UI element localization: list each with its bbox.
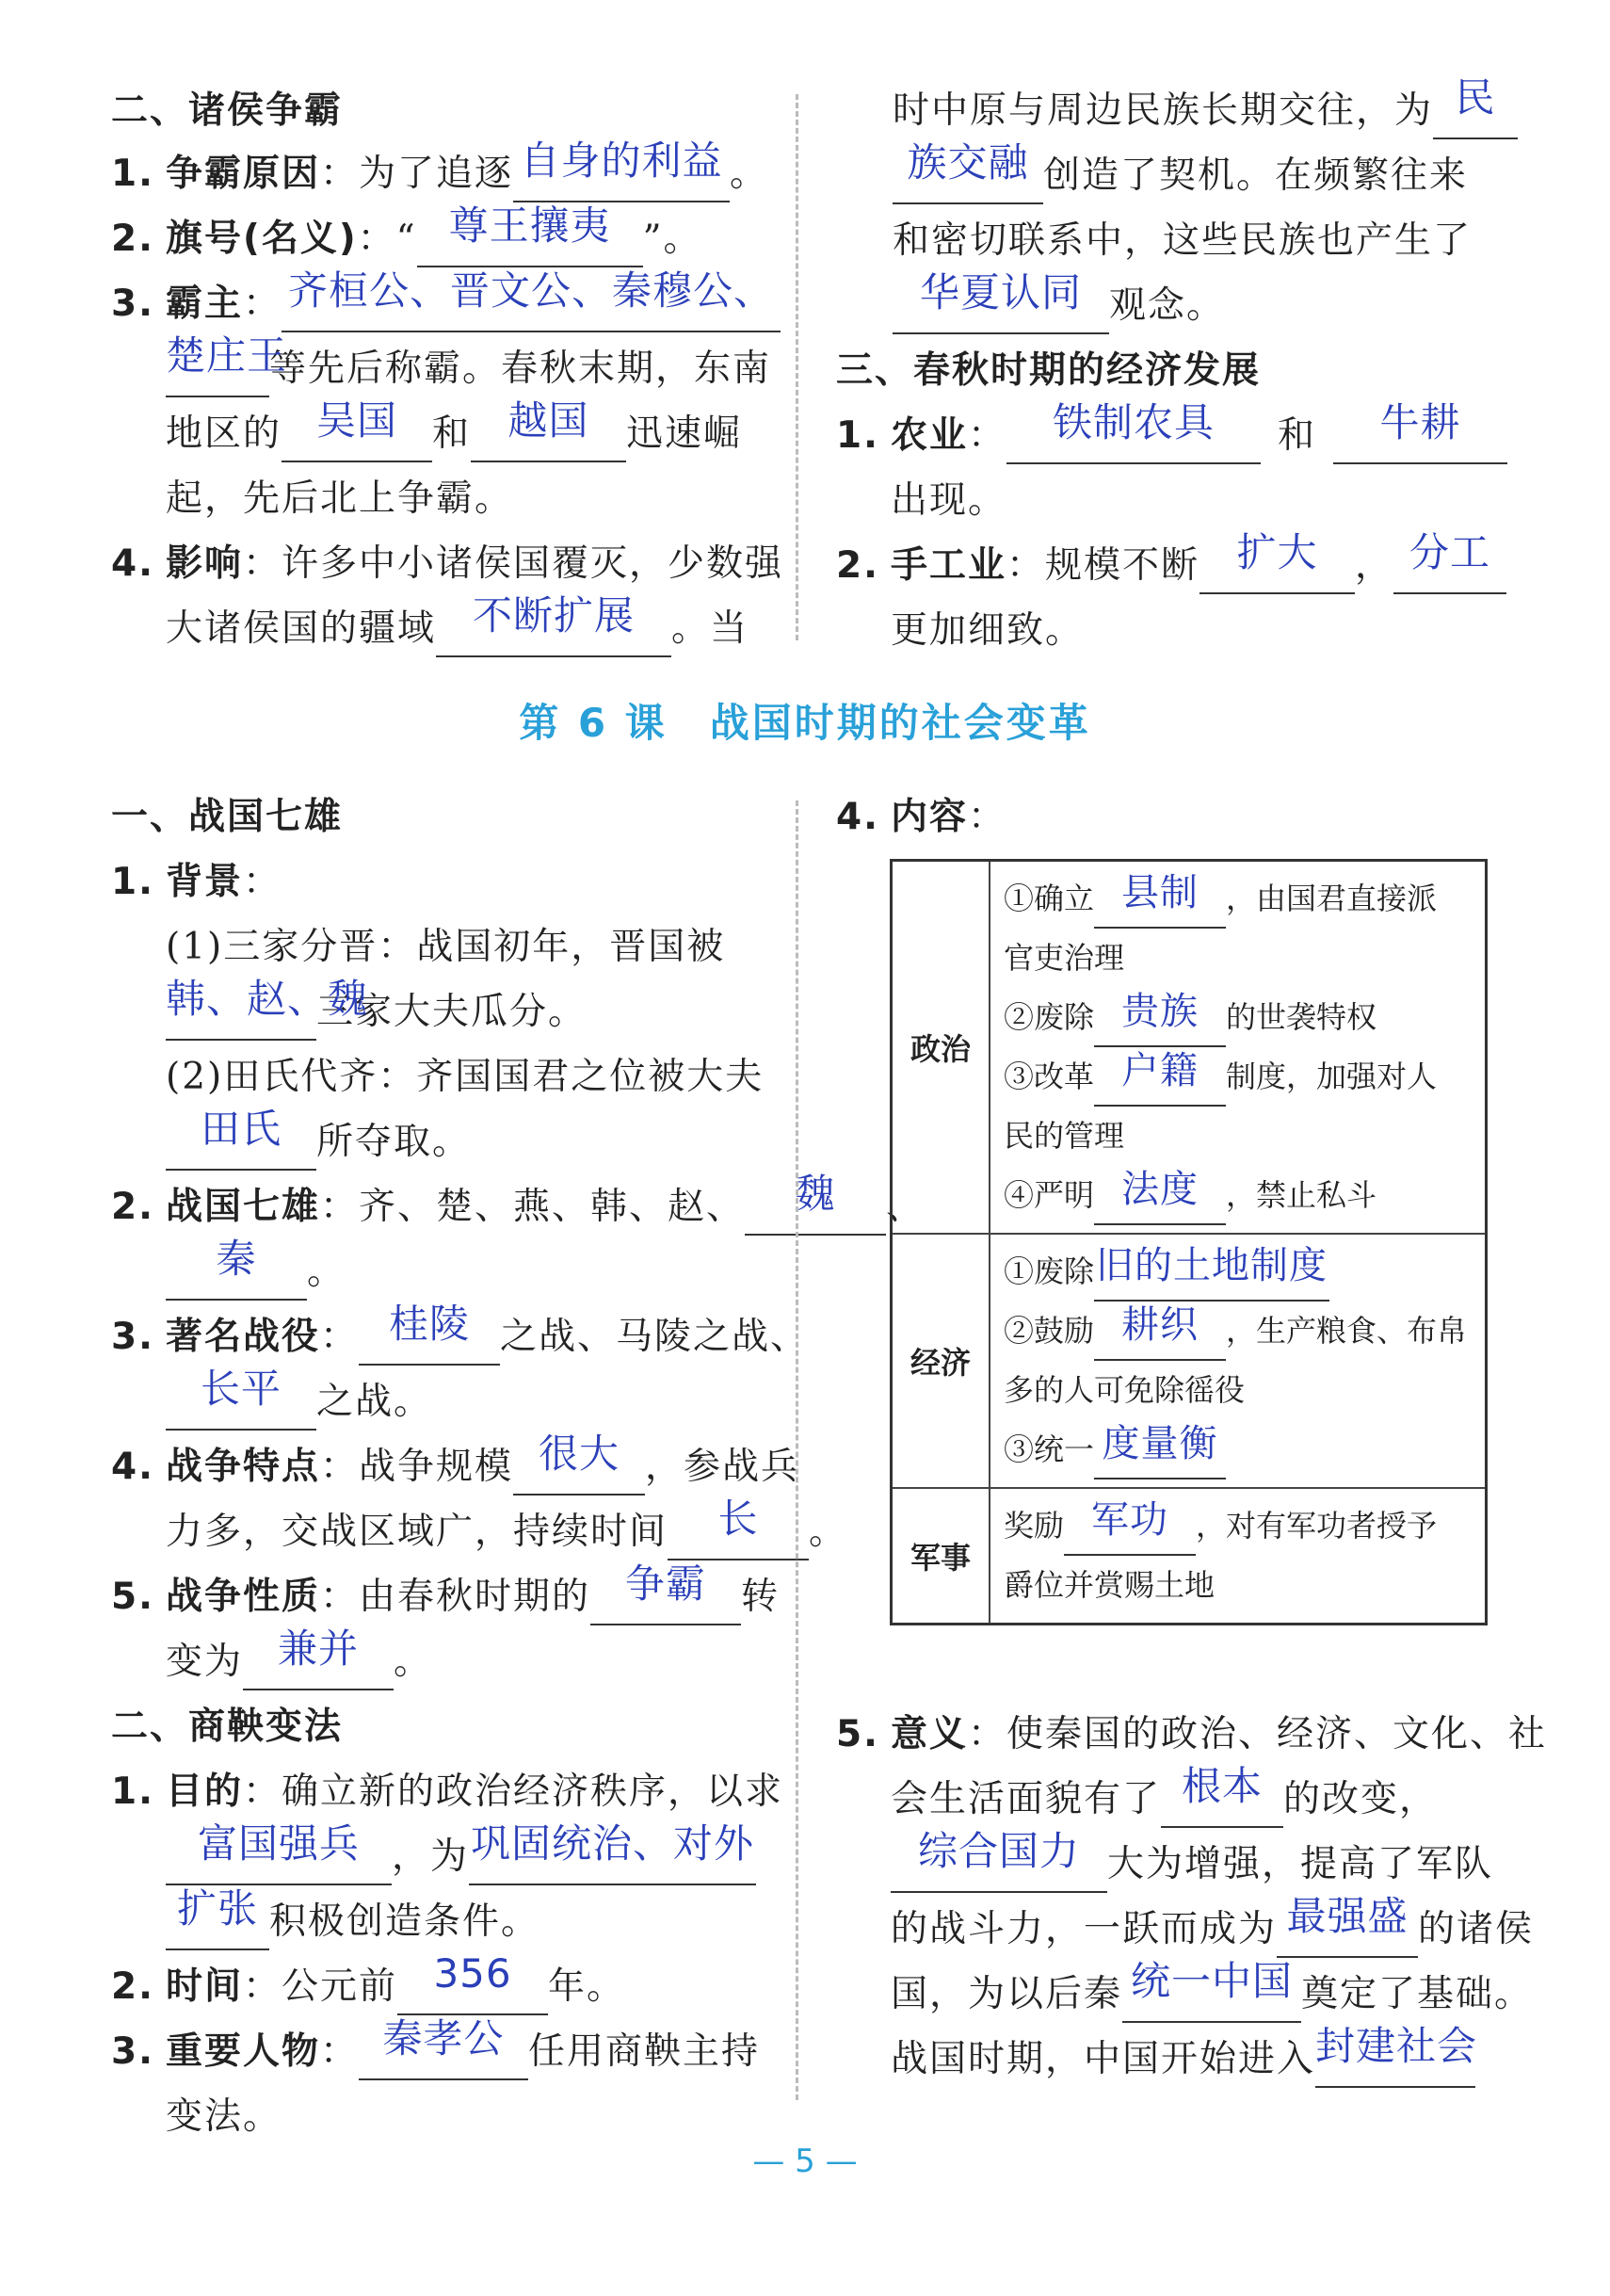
- item-feature-cont: 力多，交战区域广，持续时间 长 。: [166, 1504, 847, 1560]
- item-2: 2. 旗号(名义)：“ 尊王攘夷 ”。: [111, 211, 702, 267]
- item-aim-cont2: 扩张 积极创造条件。: [166, 1894, 539, 1950]
- category-economy: 经济: [892, 1234, 990, 1488]
- item-nature-cont: 变为 兼并 。: [166, 1634, 432, 1690]
- item-agri: 1. 农业： 铁制农具 和 牛耕: [836, 408, 1507, 464]
- item-bg-1: (1)三家分晋：战国初年，晋国被: [166, 926, 726, 968]
- item-3: 3. 霸主： 齐桓公、晋文公、秦穆公、: [111, 276, 781, 332]
- item-bg-2-cont: 田氏 所夺取。: [166, 1114, 471, 1171]
- item-3-cont2: 地区的 吴国 和 越国 迅速崛: [166, 406, 742, 462]
- right-cont-4: 华夏认同 观念。: [893, 278, 1225, 334]
- item-bg: 1. 背景：: [111, 861, 282, 903]
- section-title-shangyang: 二、商鞅变法: [111, 1706, 344, 1748]
- item-significance: 5. 意义：使秦国的政治、经济、文化、社: [836, 1713, 1548, 1755]
- item-significance-cont5: 战国时期，中国开始进入封建社会: [891, 2031, 1475, 2088]
- column-divider: [796, 94, 798, 640]
- page-number: — 5 —: [752, 2142, 858, 2180]
- item-significance-cont2: 综合国力 大为增强，提高了军队: [891, 1836, 1493, 1893]
- item-battle-cont: 长平 之战。: [166, 1374, 432, 1431]
- category-politics: 政治: [892, 861, 990, 1235]
- table-row-economy: [892, 1234, 1487, 1488]
- item-craft: 2. 手工业：规模不断 扩大 ， 分工: [836, 538, 1506, 594]
- item-craft-cont: 更加细致。: [891, 609, 1085, 652]
- item-feature: 4. 战争特点：战争规模 很大 ，参战兵: [111, 1439, 799, 1496]
- item-seven: 2. 战国七雄：齐、楚、燕、韩、赵、 魏 、: [111, 1179, 925, 1236]
- item-person-cont: 变法。: [166, 2095, 282, 2138]
- item-significance-cont: 会生活面貌有了 根本 的改变，: [891, 1771, 1438, 1828]
- answer-blank: 楚庄王: [166, 347, 269, 397]
- right-cont-1: 时中原与周边民族长期交往，为 民: [893, 83, 1518, 139]
- item-time: 2. 时间：公元前 356 年。: [111, 1959, 625, 2015]
- item-1: 1. 争霸原因：为了追逐 自身的利益 。: [111, 146, 768, 202]
- answer-blank: 尊王攘夷: [417, 217, 643, 267]
- section-title-zhuhou: 二、诸侯争霸: [111, 89, 344, 132]
- table-row-military: [892, 1488, 1487, 1625]
- item-person: 3. 重要人物： 秦孝公 任用商鞅主持: [111, 2024, 760, 2080]
- item-nature: 5. 战争性质：由春秋时期的 争霸 转: [111, 1569, 780, 1625]
- item-4-cont: 大诸侯国的疆域 不断扩展 。当: [166, 601, 749, 657]
- item-seven-cont: 秦 。: [166, 1244, 346, 1301]
- item-significance-cont3: 的战斗力，一跃而成为 最强盛 的诸侯: [891, 1901, 1534, 1958]
- item-aim: 1. 目的：确立新的政治经济秩序，以求: [111, 1771, 784, 1813]
- column-divider-bottom: [796, 800, 798, 2100]
- item-4: 4. 影响：许多中小诸侯国覆灭，少数强: [111, 542, 784, 585]
- answer-blank: 齐桓公、晋文公、秦穆公、: [282, 282, 781, 332]
- right-cont-3: 和密切联系中，这些民族也产生了: [893, 219, 1473, 262]
- right-cont-2: 族交融 创造了契机。在频繁往来: [893, 148, 1468, 204]
- item-significance-cont4: 国，为以后秦 统一中国 奠定了基础。: [891, 1966, 1533, 2023]
- table-row-politics: [892, 861, 1487, 1235]
- item-3-cont3: 起，先后北上争霸。: [166, 477, 514, 520]
- section-title-economy: 三、春秋时期的经济发展: [836, 349, 1262, 392]
- section-title-qixiong: 一、战国七雄: [111, 796, 344, 838]
- item-bg-1-cont: 韩、赵、魏三家大夫瓜分。: [166, 984, 587, 1041]
- politics-content: ①确立 县制 ，由国君直接派 官吏治理 ②废除 贵族 的世袭特权 ③改革 户籍 制度，加强对人 民的管理 ④严明 法度 ，禁止私斗: [990, 861, 1487, 1235]
- item-content: 4. 内容：: [836, 796, 1007, 838]
- military-content: 奖励 军功 ，对有军功者授予 爵位并赏赐土地: [990, 1488, 1487, 1625]
- item-aim-cont: 富国强兵 ，为巩固统治、对外: [166, 1829, 756, 1885]
- lesson-title: 第 6 课 战国时期的社会变革: [519, 700, 1091, 746]
- num-1: 1.: [111, 153, 154, 195]
- answer-blank: 自身的利益: [513, 152, 730, 202]
- item-battle: 3. 著名战役： 桂陵 之战、马陵之战、: [111, 1309, 809, 1366]
- economy-content: ①废除旧的土地制度 ②鼓励 耕织 ，生产粮食、布帛 多的人可免除徭役 ③统一 度量衡: [990, 1234, 1487, 1488]
- item-agri-cont: 出现。: [891, 479, 1007, 522]
- item-3-cont: 楚庄王等先后称霸。春秋末期，东南: [166, 341, 771, 397]
- item-bg-2: (2)田氏代齐：齐国国君之位被大夫: [166, 1056, 765, 1098]
- category-military: 军事: [892, 1488, 990, 1625]
- reform-table: [890, 859, 1488, 1625]
